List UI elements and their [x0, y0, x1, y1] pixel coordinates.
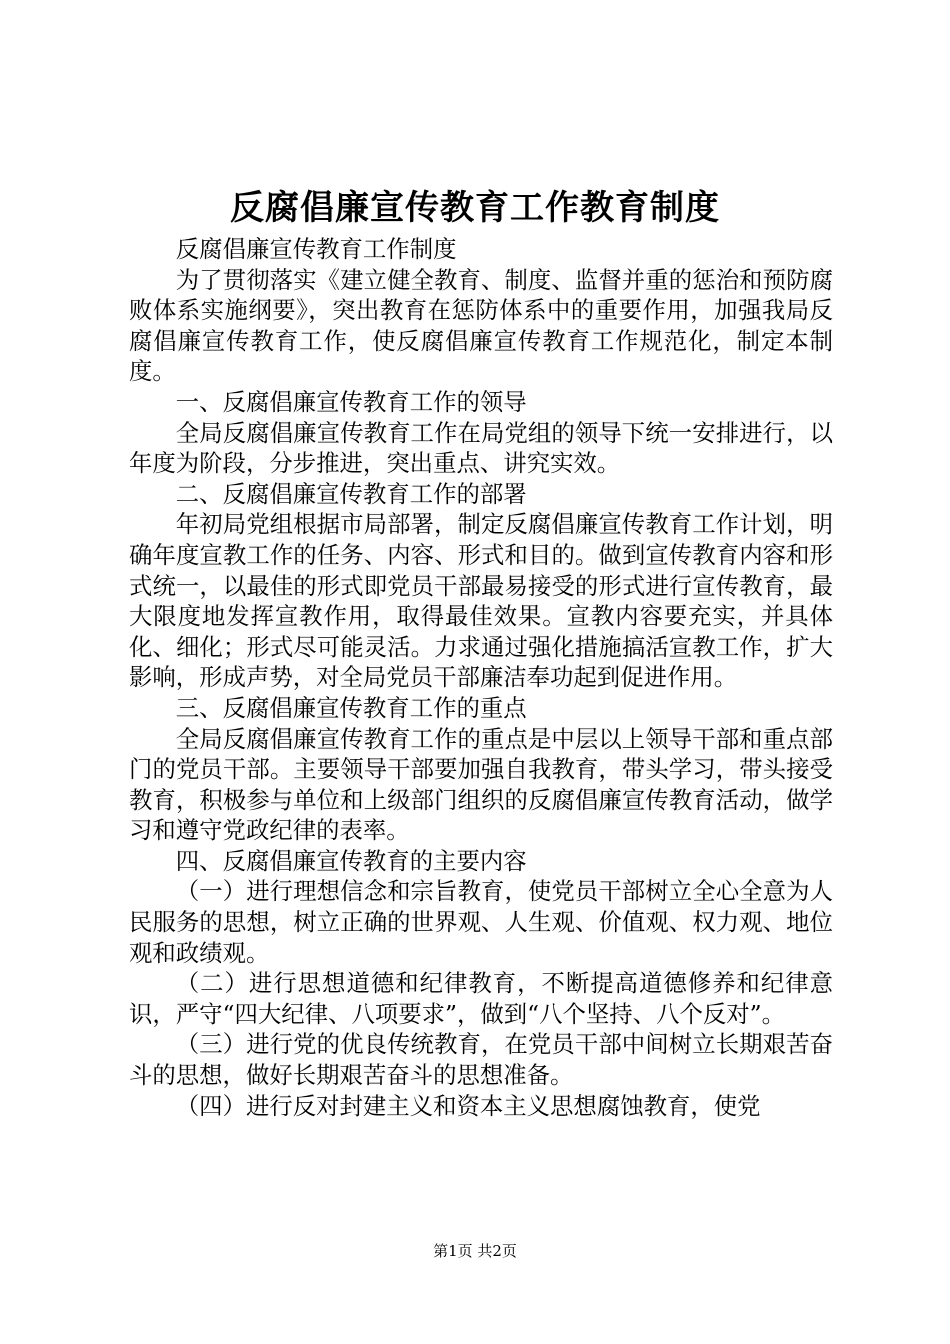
section-heading-2: 二、反腐倡廉宣传教育工作的部署 — [175, 479, 527, 508]
paragraph-section-3: 全局反腐倡廉宣传教育工作的重点是中层以上领导干部和重点部门的党员干部。主要领导干部要加强自我教育，带头学习，带头接受教育，积极参与单位和上级部门组织的反腐倡廉宣传教育活动，做学习和遵守党政纪律的表率。 — [129, 724, 833, 845]
list-item-2: （二）进行思想道德和纪律教育，不断提高道德修养和纪律意识，严守“四大纪律、八项要求”，做到“八个坚持、八个反对”。 — [129, 969, 833, 1028]
page-number: 第1页 共2页 — [433, 1242, 517, 1260]
page-footer — [0, 1240, 950, 1262]
section-heading-1: 一、反腐倡廉宣传教育工作的领导 — [175, 387, 527, 416]
paragraph-section-2: 年初局党组根据市局部署，制定反腐倡廉宣传教育工作计划，明确年度宣教工作的任务、内容、形式和目的。做到宣传教育内容和形式统一，以最佳的形式即党员干部最易接受的形式进行宣传教育，最大限度地发挥宣教作用，取得最佳效果。宣教内容要充实，并具体化、细化；形式尽可能灵活。力求通过强化措施搞活宣教工作，扩大影响，形成声势，对全局党员干部廉洁奉功起到促进作用。 — [129, 510, 833, 692]
paragraph-intro: 为了贯彻落实《建立健全教育、制度、监督并重的惩治和预防腐败体系实施纲要》，突出教育在惩防体系中的重要作用，加强我局反腐倡廉宣传教育工作，使反腐倡廉宣传教育工作规范化，制定本制度。 — [129, 265, 833, 386]
document-body — [129, 234, 833, 1121]
list-item-4: （四）进行反对封建主义和资本主义思想腐蚀教育，使党 — [175, 1091, 761, 1120]
section-heading-3: 三、反腐倡廉宣传教育工作的重点 — [175, 693, 527, 722]
paragraph-subtitle: 反腐倡廉宣传教育工作制度 — [175, 235, 457, 263]
paragraph-section-1: 全局反腐倡廉宣传教育工作在局党组的领导下统一安排进行，以年度为阶段，分步推进，突出重点、讲究实效。 — [129, 418, 833, 478]
list-item-3: （三）进行党的优良传统教育，在党员干部中间树立长期艰苦奋斗的思想，做好长期艰苦奋斗的思想准备。 — [129, 1030, 833, 1090]
document-title: 反腐倡廉宣传教育工作教育制度 — [230, 188, 720, 228]
list-item-1: （一）进行理想信念和宗旨教育，使党员干部树立全心全意为人民服务的思想，树立正确的世界观、人生观、价值观、权力观、地位观和政绩观。 — [129, 877, 833, 967]
section-heading-4: 四、反腐倡廉宣传教育的主要内容 — [175, 846, 527, 875]
